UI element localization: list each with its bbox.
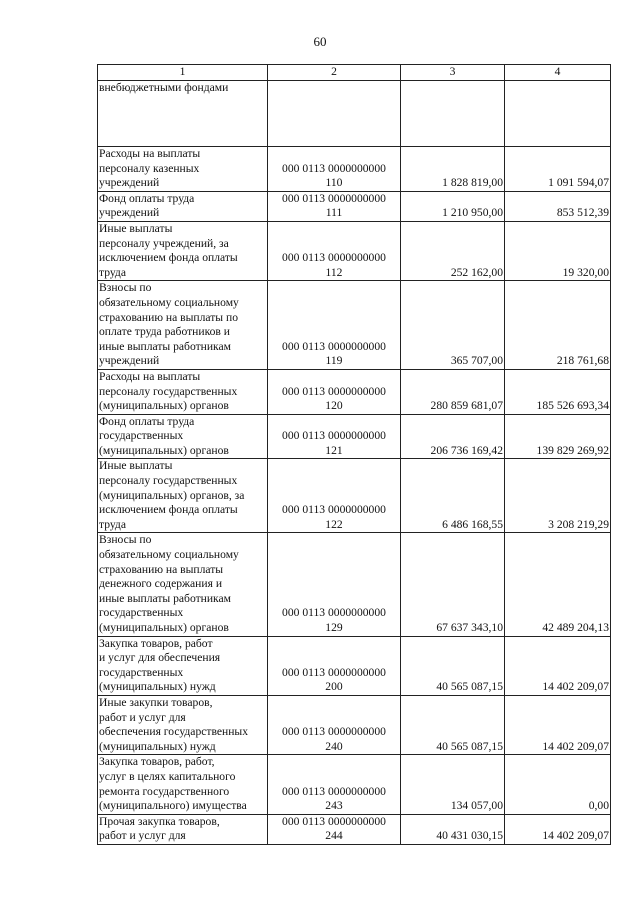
table-row [98,695,611,754]
budget-code: 000 0113 0000000000 121 [268,414,401,459]
amount-col4: 853 512,39 [505,191,611,221]
budget-code [268,81,401,147]
table-row [98,414,611,459]
budget-table [97,64,611,845]
amount-col4: 1 091 594,07 [505,147,611,192]
amount-col3: 134 057,00 [401,755,505,814]
amount-col4: 3 208 219,29 [505,459,611,533]
amount-col3 [401,81,505,147]
expense-name: Закупка товаров, работ и услуг для обеспечения государственных (муниципальных) нужд [98,636,268,695]
budget-code: 000 0113 0000000000 122 [268,459,401,533]
amount-col3: 40 565 087,15 [401,695,505,754]
expense-name: Фонд оплаты труда учреждений [98,191,268,221]
amount-col4: 185 526 693,34 [505,369,611,414]
budget-code: 000 0113 0000000000 112 [268,221,401,280]
amount-col3: 365 707,00 [401,281,505,370]
expense-name: Иные закупки товаров, работ и услуг для обеспечения государственных (муниципальных) нужд [98,695,268,754]
expense-name: Фонд оплаты труда государственных (муниципальных) органов [98,414,268,459]
table-row [98,221,611,280]
budget-code: 000 0113 0000000000 110 [268,147,401,192]
table-row [98,147,611,192]
amount-col3: 252 162,00 [401,221,505,280]
budget-code: 000 0113 0000000000 120 [268,369,401,414]
expense-name: Закупка товаров, работ, услуг в целях капитального ремонта государственного (муниципального) имущества [98,755,268,814]
expense-name: Взносы по обязательному социальному страхованию на выплаты денежного содержания и иные выплаты работникам государственных (муниципальных) органов [98,533,268,636]
amount-col4: 14 402 209,07 [505,814,611,844]
amount-col3: 280 859 681,07 [401,369,505,414]
budget-code: 000 0113 0000000000 244 [268,814,401,844]
expense-name: Взносы по обязательному социальному страхованию на выплаты по оплате труда работников и иные выплаты работникам учреждений [98,281,268,370]
table-row [98,191,611,221]
budget-code: 000 0113 0000000000 129 [268,533,401,636]
amount-col3: 206 736 169,42 [401,414,505,459]
expense-name: Прочая закупка товаров, работ и услуг для [98,814,268,844]
column-header: 2 [268,65,401,81]
amount-col3: 40 431 030,15 [401,814,505,844]
expense-name: Расходы на выплаты персоналу государственных (муниципальных) органов [98,369,268,414]
table-row [98,755,611,814]
column-header: 1 [98,65,268,81]
table-row [98,533,611,636]
column-header: 3 [401,65,505,81]
column-header: 4 [505,65,611,81]
expense-name: внебюджетными фондами [98,81,268,147]
table-row [98,459,611,533]
budget-code: 000 0113 0000000000 240 [268,695,401,754]
budget-code: 000 0113 0000000000 111 [268,191,401,221]
table-header-row [98,65,611,81]
expense-name: Иные выплаты персоналу государственных (муниципальных) органов, за исключением фонда оплаты труда [98,459,268,533]
amount-col4: 19 320,00 [505,221,611,280]
amount-col3: 67 637 343,10 [401,533,505,636]
budget-code: 000 0113 0000000000 243 [268,755,401,814]
table-row [98,81,611,147]
budget-code: 000 0113 0000000000 200 [268,636,401,695]
amount-col3: 1 210 950,00 [401,191,505,221]
amount-col4: 14 402 209,07 [505,636,611,695]
table-row [98,814,611,844]
amount-col4: 139 829 269,92 [505,414,611,459]
expense-name: Расходы на выплаты персоналу казенных учреждений [98,147,268,192]
amount-col4: 0,00 [505,755,611,814]
table-row [98,281,611,370]
page-number: 60 [313,34,327,49]
budget-code: 000 0113 0000000000 119 [268,281,401,370]
table-row [98,636,611,695]
amount-col4: 14 402 209,07 [505,695,611,754]
amount-col3: 1 828 819,00 [401,147,505,192]
amount-col3: 6 486 168,55 [401,459,505,533]
amount-col4 [505,81,611,147]
amount-col4: 42 489 204,13 [505,533,611,636]
expense-name: Иные выплаты персоналу учреждений, за исключением фонда оплаты труда [98,221,268,280]
table-row [98,369,611,414]
amount-col4: 218 761,68 [505,281,611,370]
amount-col3: 40 565 087,15 [401,636,505,695]
